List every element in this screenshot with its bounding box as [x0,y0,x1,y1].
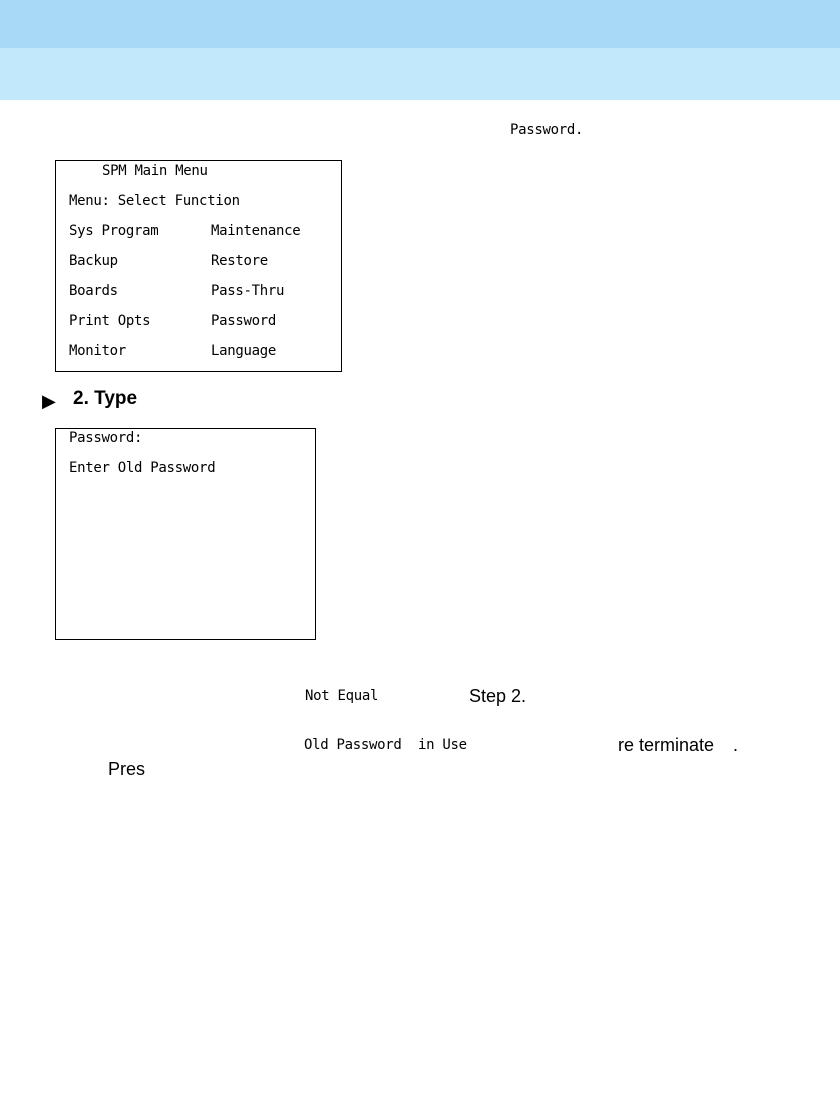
step-2-label: 2. Type [73,388,138,409]
header-band-top [0,0,840,48]
terminate-text: re terminate [618,735,715,755]
screen-subtitle: Menu: Select Function [69,193,240,209]
menu-option-restore[interactable]: Restore [211,253,268,269]
screen-title: SPM Main Menu [102,163,208,179]
menu-option-sys-program[interactable]: Sys Program [69,223,159,239]
step-arrow-icon: ▶ [42,391,56,411]
menu-option-backup[interactable]: Backup [69,253,118,269]
old-password-message: Old Password [304,737,402,753]
menu-option-password[interactable]: Password [211,313,277,329]
in-use-message: in Use [418,737,467,753]
header-band-bottom [0,48,840,100]
password-screen-prompt: Enter Old Password [69,460,216,476]
password-screen [55,428,316,640]
terminate-period: . [733,735,739,755]
menu-option-maintenance[interactable]: Maintenance [211,223,301,239]
password-screen-title: Password: [69,430,143,446]
menu-option-print-opts[interactable]: Print Opts [69,313,151,329]
not-equal-message: Not Equal [305,688,379,704]
press-text: Pres [108,759,146,779]
menu-option-monitor[interactable]: Monitor [69,343,126,359]
spm-main-menu-screen [55,160,342,372]
menu-option-pass-thru[interactable]: Pass-Thru [211,283,285,299]
step-2-reference: Step 2. [469,686,527,706]
menu-option-boards[interactable]: Boards [69,283,118,299]
intro-password-text: Password. [510,122,584,138]
menu-option-language[interactable]: Language [211,343,277,359]
